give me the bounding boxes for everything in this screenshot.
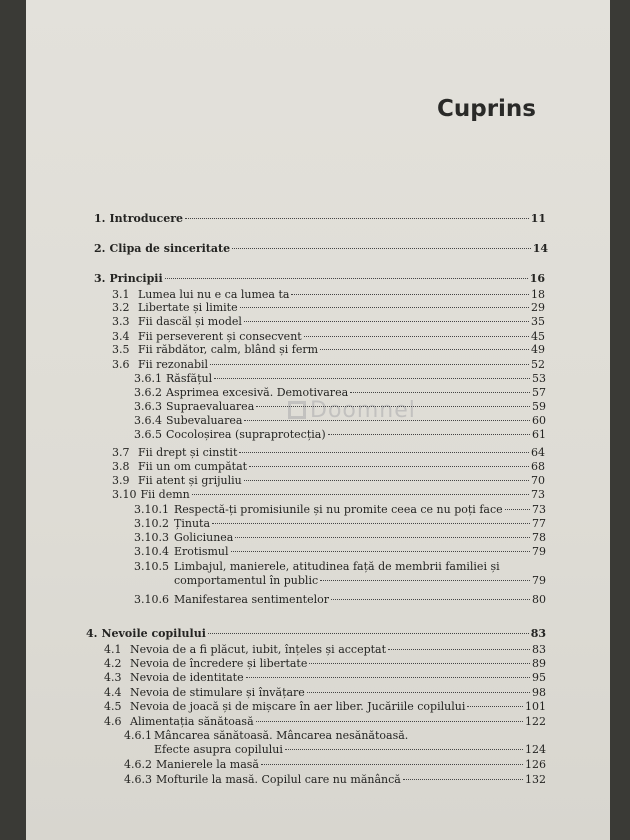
toc-entry-number: 2. [94,242,106,255]
toc-entry-number: 4.6.1 [124,729,152,742]
toc-page-number: 70 [531,474,545,487]
toc-entry-label: Nevoia de joacă și de mișcare în aer liber. Jucăriile copilului [130,700,466,713]
toc-entry-number: 4.3 [104,671,122,684]
toc-dot-leader [256,406,530,407]
toc-entry-label: Subevaluarea [166,414,243,427]
toc-entry-label: Nevoia de încredere și libertate [130,657,308,670]
book-page [26,0,610,840]
toc-dot-leader [320,580,530,581]
toc-entry-number: 3.6.5 [134,428,162,441]
toc-entry [134,574,546,588]
toc-entry-label: Nevoia de a fi plăcut, iubit, înțeles și acceptat [130,643,387,656]
toc-entry [104,686,546,700]
toc-entry-number: 4.6.2 [124,758,152,771]
watermark: Doomnel [288,398,416,423]
toc-entry-label: Respectă-ți promisiunile și nu promite ceea ce nu poți face [174,503,503,516]
toc-entry-label: Alimentația sănătoasă [130,715,254,728]
toc-page-number: 83 [532,643,546,656]
toc-dot-leader [244,480,529,481]
toc-entry-number: 3.7 [112,446,130,459]
toc-dot-leader [185,218,529,219]
toc-dot-leader [309,663,530,664]
toc-page-number: 16 [529,272,545,285]
toc-dot-leader [388,649,530,650]
toc-entry-number: 3.10.2 [134,517,169,530]
toc-dot-leader [467,706,523,707]
toc-dot-leader [256,721,523,722]
toc-dot-leader [328,434,530,435]
toc-page-number: 60 [532,414,546,427]
toc-page-number: 98 [532,686,546,699]
toc-entry-number: 4. [86,627,98,640]
toc-entry [112,343,545,357]
toc-entry-label: Fii drept și cinstit [138,446,238,459]
toc-entry-label: Erotismul [174,545,229,558]
toc-dot-leader [214,378,530,379]
toc-page-number: 14 [532,242,548,255]
toc-page-number: 49 [531,343,545,356]
toc-entry-label: Fii demn [140,488,190,501]
toc-entry-number: 3.10.6 [134,593,169,606]
toc-entry-label: Fii perseverent și consecvent [138,330,302,343]
toc-entry-label: Supraevaluarea [166,400,255,413]
toc-entry-number: 4.2 [104,657,122,670]
toc-page-number: 68 [531,460,545,473]
toc-entry-label: Fii răbdător, calm, blând și ferm [138,343,319,356]
toc-entry-number: 3.1 [112,288,130,301]
toc-entry-label: Cocoloșirea (supraprotecția) [166,428,326,441]
toc-dot-leader [304,336,529,337]
toc-entry-number: 3.4 [112,330,130,343]
toc-page-number: 52 [531,358,545,371]
toc-entry-number: 4.6.3 [124,773,152,786]
toc-entry-label: Introducere [109,212,184,225]
toc-entry [124,773,546,787]
toc-dot-leader [350,392,530,393]
toc-dot-leader [331,599,530,600]
toc-page-number: 77 [532,517,546,530]
toc-entry-number: 3.6 [112,358,130,371]
toc-entry-number: 4.6 [104,715,122,728]
toc-page-number: 79 [532,574,546,587]
toc-entry [134,531,546,545]
toc-entry-number: 3.8 [112,460,130,473]
toc-entry-label: Nevoia de stimulare și învățare [130,686,305,699]
toc-entry [104,700,546,714]
toc-page-number: 73 [531,488,545,501]
toc-entry-number: 3.10 [112,488,137,501]
toc-entry-number: 3.6.4 [134,414,162,427]
toc-dot-leader [239,452,529,453]
toc-dot-leader [291,294,529,295]
toc-page-number: 35 [531,315,545,328]
page-title: Cuprins [436,96,536,122]
toc-entry-label: Principii [109,272,163,285]
toc-entry-number: 3.9 [112,474,130,487]
toc-entry [112,315,545,329]
toc-entry-number: 3.2 [112,301,130,314]
toc-dot-leader [240,307,529,308]
toc-entry-number: 3.6.3 [134,400,162,413]
toc-entry-label: Mofturile la masă. Copilul care nu mănâncă [156,773,401,786]
toc-page-number: 122 [525,715,546,728]
toc-page-number: 53 [532,372,546,385]
toc-entry-number: 3.10.3 [134,531,169,544]
toc-entry-number: 3.10.5 [134,560,169,573]
toc-entry-label: Fii atent și grijuliu [138,474,242,487]
toc-dot-leader [307,692,530,693]
toc-dot-leader [246,677,530,678]
toc-entry-number: 4.4 [104,686,122,699]
toc-entry-label: Fii dascăl și model [138,315,242,328]
toc-entry-label: comportamentul în public [174,574,319,587]
toc-entry-label: Asprimea excesivă. Demotivarea [166,386,349,399]
toc-page-number: 73 [532,503,546,516]
toc-entry-number: 3.10.4 [134,545,169,558]
toc-dot-leader [165,278,528,279]
toc-page-number: 45 [531,330,545,343]
toc-entry-label: Lumea lui nu e ca lumea ta [138,288,290,301]
toc-entry [86,627,546,641]
toc-page-number: 126 [525,758,546,771]
toc-entry-number: 3.3 [112,315,130,328]
toc-entry [94,242,548,256]
toc-page-number: 18 [531,288,545,301]
toc-entry-label: Nevoia de identitate [130,671,244,684]
toc-page-number: 79 [532,545,546,558]
toc-entry [112,474,545,488]
toc-dot-leader [403,779,523,780]
toc-entry [104,643,546,657]
toc-page-number: 89 [532,657,546,670]
toc-page-number: 132 [525,773,546,786]
toc-entry [112,330,545,344]
toc-entry-label: Clipa de sinceritate [109,242,231,255]
toc-dot-leader [505,509,530,510]
toc-entry [134,386,546,400]
toc-entry-label: Efecte asupra copilului [154,743,283,756]
toc-entry-label: Ținuta [174,517,211,530]
toc-dot-leader [244,321,529,322]
toc-entry [134,517,546,531]
toc-entry-label-line1: Mâncarea sănătoasă. Mâncarea nesănătoasă. [154,729,409,742]
toc-entry [112,460,545,474]
toc-entry [112,301,545,315]
toc-entry-label: Nevoile copilului [101,627,206,640]
toc-entry [134,372,546,386]
toc-entry-number: 1. [94,212,106,225]
toc-page-number: 64 [531,446,545,459]
toc-entry [104,715,546,729]
toc-entry [112,446,545,460]
toc-entry [112,488,545,502]
toc-entry-label: Libertate și limite [138,301,238,314]
toc-page-number: 95 [532,671,546,684]
toc-page-number: 101 [525,700,546,713]
toc-entry-label: Fii un om cumpătat [138,460,248,473]
toc-entry-number: 4.1 [104,643,122,656]
toc-dot-leader [232,248,531,249]
toc-page-number: 124 [525,743,546,756]
toc-dot-leader [208,633,529,634]
toc-entry [124,743,546,757]
toc-dot-leader [285,749,523,750]
toc-entry-label: Răsfățul [166,372,213,385]
toc-entry [134,428,546,442]
toc-dot-leader [212,523,530,524]
toc-entry-number: 3.5 [112,343,130,356]
toc-dot-leader [261,764,523,765]
toc-entry-label-line1: Limbajul, manierele, atitudinea față de membrii familiei și [174,560,500,573]
toc-entry [134,503,546,517]
toc-entry [104,671,546,685]
toc-page-number: 59 [532,400,546,413]
toc-dot-leader [235,537,530,538]
toc-dot-leader [244,420,530,421]
toc-dot-leader [249,466,529,467]
toc-entry-number: 3.6.2 [134,386,162,399]
toc-page-number: 29 [531,301,545,314]
toc-dot-leader [231,551,530,552]
toc-entry [134,400,546,414]
toc-entry-label: Manierele la masă [156,758,259,771]
toc-entry [112,358,545,372]
toc-entry [94,272,545,286]
toc-dot-leader [192,494,529,495]
toc-entry-label: Fii rezonabil [138,358,209,371]
toc-entry [112,288,545,302]
toc-entry-number: 3.10.1 [134,503,169,516]
toc-entry [134,414,546,428]
toc-page-number: 78 [532,531,546,544]
toc-entry [134,593,546,607]
toc-entry-number: 4.5 [104,700,122,713]
toc-entry [104,657,546,671]
toc-page-number: 80 [532,593,546,606]
toc-entry [94,212,546,226]
toc-entry-label: Manifestarea sentimentelor [174,593,329,606]
toc-dot-leader [210,364,529,365]
toc-entry [124,758,546,772]
toc-dot-leader [320,349,529,350]
toc-entry-number: 3. [94,272,106,285]
toc-page-number: 61 [532,428,546,441]
toc-entry [134,545,546,559]
toc-page-number: 57 [532,386,546,399]
table-of-contents [26,0,610,840]
toc-entry-number: 3.6.1 [134,372,162,385]
toc-page-number: 83 [530,627,546,640]
toc-page-number: 11 [530,212,546,225]
toc-entry-label: Goliciunea [174,531,234,544]
